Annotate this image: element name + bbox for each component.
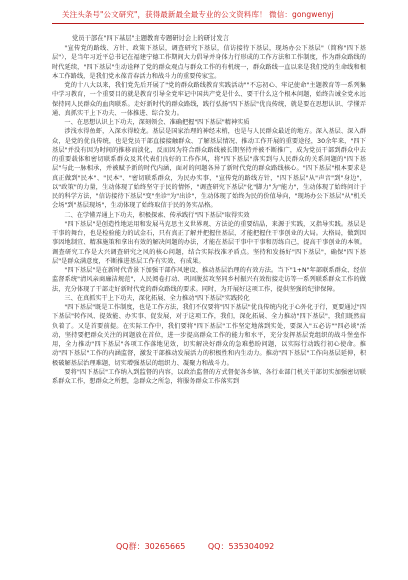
document-title: 党员干部在"四下基层"主题教育专题研讨会上的研讨发言 (72, 35, 229, 42)
section-1-paragraph-1: 涉浅水得鱼虾，入深水得蛟龙。基层是国家治理的神经末梢，也是与人民群众最近的地方。深入基层、深入群众，是党的优良传统，也是党员干部直接接触群众、了解基层情况、推动工作开展的重要途径，30余年来，"四下基层"并没有因为时间的推移而淡化，反而因为符合群众路线被长期坚持并被不断推广，成为党员干部到群众中去的重要载体和密切联系群众及其代表们良好的工作作风，将"四下基层"落实到与人民群众的关系问题的"四下基层"与此一脉相承，并被赋予新的时代内涵，面对的问题各异了新时代党的群众路线核心。"四下基层"根本要求是真正做到"民本"、"民本"、"密切联系群众，为民办实事，"宣传党的路线方针，"四下基层"从"声音"到"身边"，以"政策"的力量，生动体现了始终坚守于民的情怀，"调查研究下基层"化"脚力"为"能力"，生动体现了始终问计于民的科学方法，"信访接待下基层"变"坐诊"为"出诊"，生动体现了始终为民的价值导向，"现场办公下基层"从"机关会场"到"基层现场"，生动体现了始终取信于民的务实品格。 (52, 128, 366, 210)
section-2-paragraph-1: "四下基层"是创造性地运用和发展马克思主义世界观、方法论的重要结晶，来源于实践，又指导实践。基层是干事的舞台，也是检验能力的试金石，只有真正了解并把握住基层，才能把握住干事创业的大局。大格局，做到因事因地制宜、精准施策和拿出有效的解决问题的办法，才能在基层干事中干事和历练自己，提高干事创业的本领。调查研究工作是大兴调查研究之风的核心问题，结合实际找准矛盾点。坚持和发扬好"四下基层"，确保"四下基层"是群众满意度，不断推进基层工作有实效、有成果。 (52, 220, 366, 265)
section-3-paragraph-2: 要将"四下基层"工作纳入到监督的内容，以政治监督的方式督促各乡镇、各行业部门机关干部切实加强密切联系群众工作，想群众之所想，急群众之所急，将服务群众工作落实到 (52, 368, 366, 385)
section-1-heading: 一、在思想认识上下功夫，深刻领会、准确把握"四下基层"精神实质 (64, 119, 250, 126)
page-header (0, 0, 408, 32)
section-3-heading: 三、在真抓实干上下功夫，深化拓展、全力推动"四下基层"实践转化 (64, 294, 250, 302)
section-2-heading: 二、在学懂弄通上下功夫，积极探索、传承践行"四下基层"取得实效 (64, 211, 250, 219)
footer-qq-group: QQ群：30265665 (116, 542, 186, 551)
footer-qq: QQ：535304092 (207, 542, 275, 551)
section-3-paragraph-1: "四下基层"既是工作制度，也是工作方法，我们不仅要将"四下基层"优良传统内化于心外化于行，更要通过"四下基层"转作风、提效能、办实事、促发展，对于这项工作，我们，深化拓展、全力推动"四下基层"，我们既然肩负着了。又是首要前提。在实际工作中，我们要将"四下基层"工作坚定地落到实处，要深入"五必访""四必谈"活动，坚持要把群众关注的问题放在首位，进一步提高群众工作的能力和水平，充分发挥基层党组织的战斗堡垒作用，全力推动"四下基层"各项工作落地见效，切实解决好群众的急难愁盼问题，以实际行动践行初心使命。推动"四下基层"工作的内涵监督，激发干部推动发展活力的积极性和内生动力。推动"四下基层"工作向基层延伸，积极破解基层治理难题，切实增强基层的组织力、凝聚力和战斗力。 (52, 304, 366, 367)
document-body (52, 34, 366, 534)
header-banner: 关注头条号"公文研究"，获得最新最全最专业的公文资料库！ 微信：gongwenyj (62, 10, 334, 19)
header-divider (52, 23, 364, 24)
footer-contact (116, 541, 294, 552)
section-2-paragraph-2: "四下基层"是在新时代背景下加强干部作风建设、推动基层治理的有效方法。当下"1+N"年部联系群众、经信监督系统"清风亲商廉洁规范"，人民阅卷打动、巩固脱贫攻坚同乡村振兴有效衔接走访等一系列联系群众工作的做法，充分体现了干部走好新时代党的群众路线的要求。同时，为开展好这项工作，提供坚强的纪律保障。 (52, 267, 366, 293)
intro-paragraph-1: "宣传党的路线、方针、政策下基层，调查研究下基层，信访接待下基层，现场办公下基层"（简称"四下基层"），是当年习近平总书记在福建宁德工作期间大力倡导并身体力行形成的工作方法和工作制度，作为群众路线的时代延续，"四下基层"生动诠释了党的群众观点与群众工作的有机统一，群众路线一直以来是我们党的生命线和根本工作路线，是我们党永葆青春活力和战斗力的重要传家宝。 (52, 45, 366, 80)
intro-paragraph-2: 党的十八大以来，我们党先后开展了"党的群众路线教育实践活动""不忘初心、牢记使命"主题教育等一系列集中学习教育，一个重要目的就是教育引导全党牢记中国共产党是什么、要干什么这个根本问题，始终告诫全党永远保持同人民群众的血肉联系。走好新时代的群众路线，践行弘扬"四下基层"优良传统，就是要在思想认识、学懂弄通、真抓实干上下功夫、一体推进、综合发力。 (52, 82, 366, 117)
page-footer (0, 540, 408, 560)
